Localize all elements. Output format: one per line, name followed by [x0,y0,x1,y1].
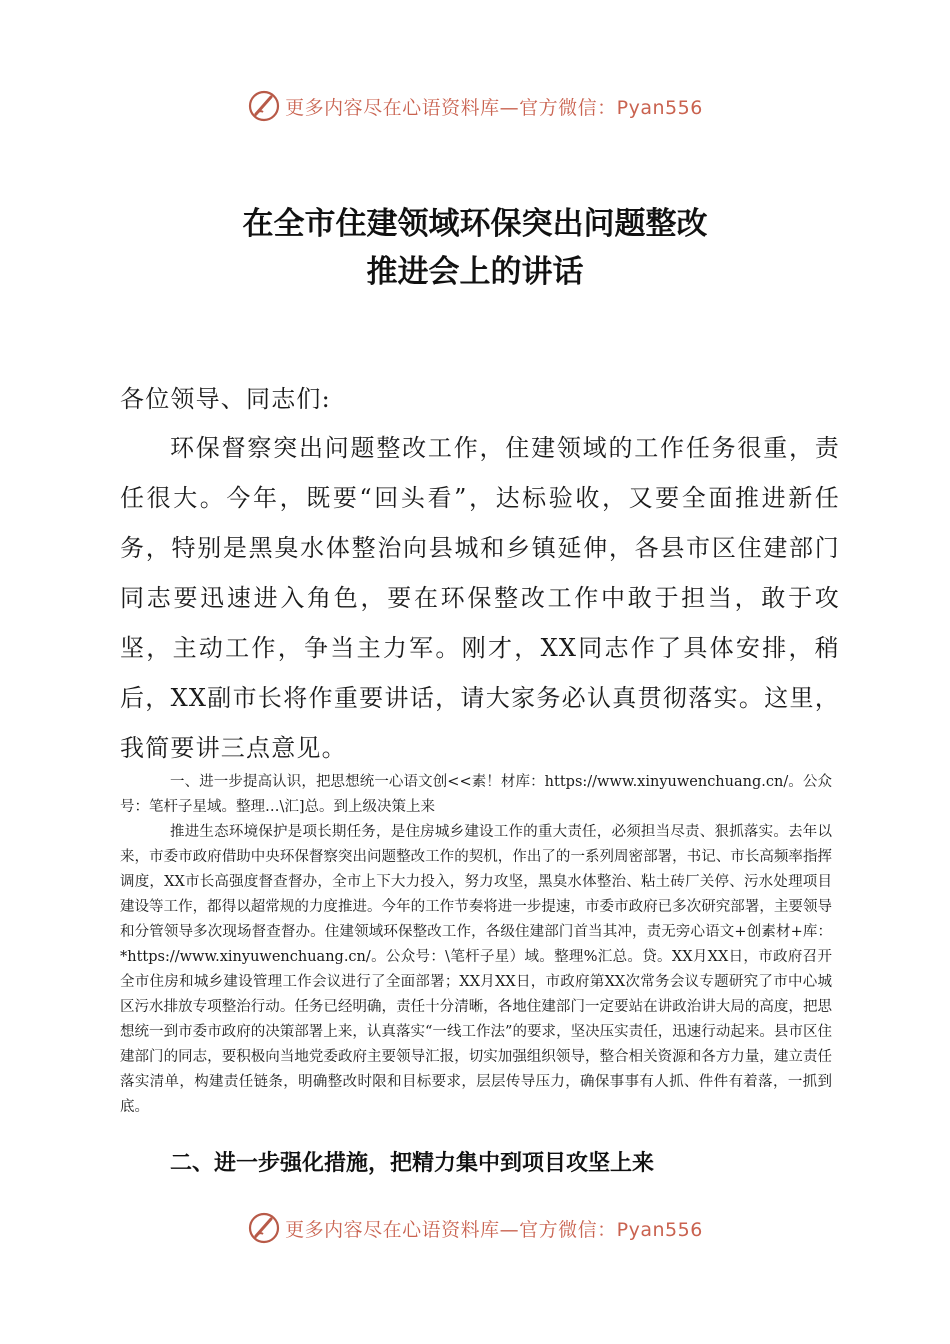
section-1-body: 推进生态环境保护是项长期任务，是住房城乡建设工作的重大责任，必须担当尽责、狠抓落实。去年以来，市委市政府借助中央环保督察突出问题整改工作的契机，作出了的一系列周密部署，书记、市长高频率指挥调度，XX市长高强度督查督办，全市上下大力投入，努力攻坚，黑臭水体整治、粘土砖厂关停、污水处理项目建设等工作，都得以超常规的力度推进。今年的工作节奏将进一步提速，市委市政府已多次研究部署，主要领导和分管领导多次现场督查督办。住建领域环保整改工作，各级住建部门首当其冲，责无旁心语文+创素材+库：*https://www.xinyuwenchuang.cn/。公众号：\笔杆子星）域。整理%汇总。贷。XX月XX日，市政府召开全市住房和城乡建设管理工作会议进行了全面部署；XX月XX日，市政府第XX次常务会议专题研究了市中心城区污水排放专项整治行动。任务已经明确，责任十分清晰，各地住建部门一定要站在讲政治讲大局的高度，把思想统一到市委市政府的决策部署上来，认真落实“一线工作法”的要求，坚决压实责任，迅速行动起来。县市区住建部门的同志，要积极向当地党委政府主要领导汇报，切实加强组织领导，整合相关资源和各方力量，建立责任落实清单，构建责任链条，明确整改时限和目标要求，层层传导压力，确保事事有人抓、件件有着落，一抓到底。 [120,824,832,1115]
section-1-heading: 一、进一步提高认识，把思想统一心语文创<<素！材库：https://www.xinyuwenchuang.cn/。公众号：笔杆子星域。整理…\汇]总。到上级决策上来 [120,774,832,815]
document-title-line-1: 在全市住建领域环保突出问题整改 [242,206,708,242]
watermark-banner-bottom [0,1208,950,1248]
document-title-line-2: 推进会上的讲话 [366,254,584,290]
salutation: 各位领导、同志们: [120,385,331,413]
banner-text: 更多内容尽在心语资料库—官方微信：Pyan556 [285,1218,703,1241]
opening-paragraph: 环保督察突出问题整改工作，住建领域的工作任务很重，责任很大。今年，既要“回头看”，达标验收，又要全面推进新任务，特别是黑臭水体整治向县城和乡镇延伸，各县市区住建部门同志要迅速进入角色，要在环保整改工作中敢于担当，敢于攻坚，主动工作，争当主力军。刚才，XX同志作了具体安排，稍后，XX副市长将作重要讲话，请大家务必认真贯彻落实。这里，我简要讲三点意见。 [120,434,840,762]
banner-text: 更多内容尽在心语资料库—官方微信：Pyan556 [285,96,703,119]
brush-logo-icon [247,89,281,123]
brush-logo-icon [247,1211,281,1245]
watermark-banner-top [0,86,950,126]
section-2-heading: 二、进一步强化措施，把精力集中到项目攻坚上来 [170,1151,655,1176]
